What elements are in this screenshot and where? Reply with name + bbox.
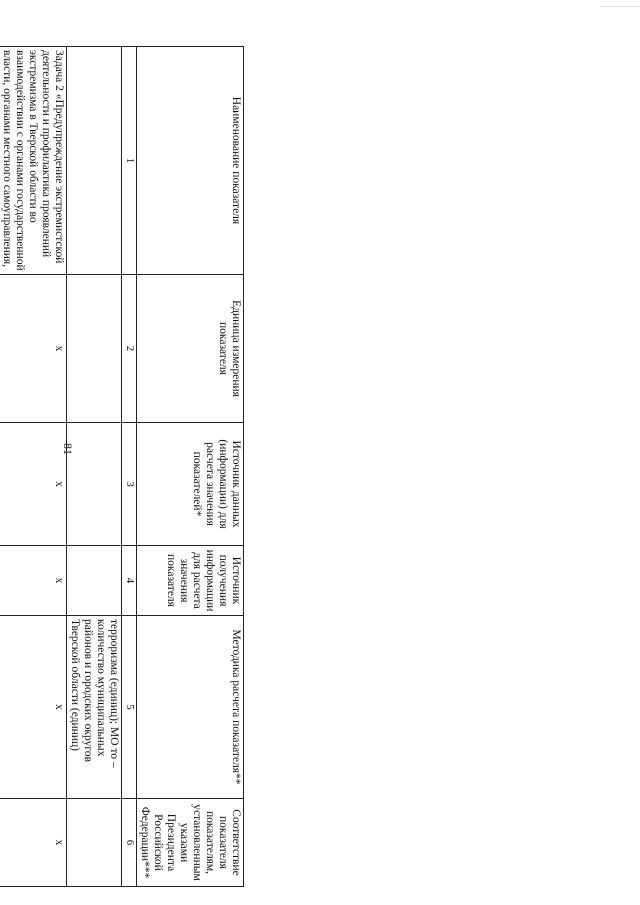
- column-number: 6: [122, 799, 137, 887]
- cell-correspondence: [67, 799, 122, 887]
- column-number: 3: [122, 423, 137, 546]
- cell-data-source: х: [0, 423, 67, 546]
- page-number: 81: [61, 443, 75, 455]
- cell-info-source: х: [0, 546, 67, 616]
- table-header-row: [137, 47, 244, 887]
- header-correspondence: Соответствие показателя показателям, установленным указами Президента Российской Федерации***: [137, 799, 244, 887]
- column-number: 1: [122, 47, 137, 275]
- cell-method: х: [0, 616, 67, 799]
- column-number: 5: [122, 616, 137, 799]
- cell-name: Задача 2 «Предупреждение экстремистской деятельности и профилактика проявлений экстремизма в Тверской области во взаимодействии с органами государственной власти, органами местного самоуправления,: [0, 47, 67, 275]
- table-row-continuation: [67, 47, 122, 887]
- header-method: Методика расчета показателя**: [137, 616, 244, 799]
- table-row-task-2: [0, 47, 67, 887]
- cell-method: терроризма (единиц); МО то – количество муниципальных районов и городских округов Тверской области (единиц): [67, 616, 122, 799]
- column-number-row: [122, 47, 137, 887]
- indicators-table: [0, 46, 244, 887]
- cell-info-source: [67, 546, 122, 616]
- header-unit: Единица измерения показателя: [137, 275, 244, 423]
- column-number: 2: [122, 275, 137, 423]
- cell-name: [67, 47, 122, 275]
- header-info-source: Источник получения информации для расчета значения показателя: [137, 546, 244, 616]
- cell-unit: х: [0, 275, 67, 423]
- header-indicator-name: Наименование показателя: [137, 47, 244, 275]
- cell-unit: [67, 275, 122, 423]
- column-number: 4: [122, 546, 137, 616]
- cell-correspondence: х: [0, 799, 67, 887]
- header-data-source: Источник данных (информации) для расчета значения показателей*: [137, 423, 244, 546]
- scan-edge-mark: [600, 0, 640, 7]
- cell-data-source: [67, 423, 122, 546]
